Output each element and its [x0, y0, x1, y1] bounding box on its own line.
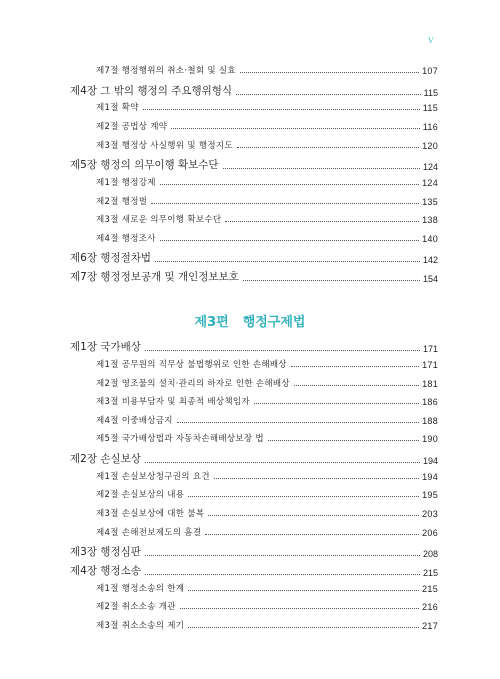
toc-entry-title: 제4절 이중배상금지 [96, 416, 173, 426]
toc-entry-title: 제1절 행정소송의 한계 [96, 584, 185, 594]
toc-page-number: 186 [422, 397, 438, 407]
dot-leader [291, 366, 419, 367]
toc-page-number: 135 [422, 197, 438, 207]
toc-page-number: 203 [422, 509, 438, 519]
dot-leader [155, 261, 420, 262]
toc-chapter-entry[interactable] [70, 563, 438, 578]
toc-section-entry[interactable] [96, 213, 438, 225]
toc-page-number: 195 [422, 490, 438, 500]
toc-section-entry[interactable] [96, 395, 438, 407]
toc-entry-title: 제1절 손실보상청구권의 요건 [96, 472, 210, 482]
toc-entry-title: 제4장 그 밖의 행정의 주요행위형식 [70, 85, 233, 97]
toc-page-number: 116 [422, 122, 438, 132]
dot-leader [151, 203, 419, 204]
toc-section-entry[interactable] [96, 488, 438, 500]
toc-entry-title: 제4장 행정소송 [70, 565, 141, 577]
dot-leader [188, 590, 419, 591]
toc-section-entry[interactable] [96, 232, 438, 244]
toc-entry-title: 제1절 공무원의 직무상 불법행위로 인한 손해배상 [96, 360, 287, 370]
toc-entry-title: 제1절 행정강제 [96, 178, 156, 188]
part-number: 제3편 [194, 315, 229, 330]
toc-chapter-entry[interactable] [70, 544, 438, 559]
toc-page-number: 215 [422, 584, 438, 594]
dot-leader [223, 168, 420, 169]
part-name: 행정구제법 [242, 315, 306, 330]
toc-page-number: 181 [422, 379, 438, 389]
toc-section-entry[interactable] [96, 414, 438, 426]
toc-page-number: 194 [422, 472, 438, 482]
toc-section-entry[interactable] [96, 526, 438, 538]
toc-section-entry[interactable] [96, 176, 438, 188]
dot-leader [145, 462, 420, 463]
dot-leader [214, 478, 419, 479]
toc-section-entry[interactable] [96, 507, 438, 519]
toc-page-number: 107 [422, 66, 438, 76]
toc-entry-title: 제7절 행정행위의 취소·철회 및 실효 [96, 66, 236, 76]
toc-entry-title: 제3절 취소소송의 제기 [96, 621, 185, 631]
dot-leader [205, 534, 419, 535]
toc-entry-title: 제7장 행정정보공개 및 개인정보보호 [70, 271, 239, 283]
toc-page-number: 190 [422, 434, 438, 444]
dot-leader [180, 608, 419, 609]
toc-page-number: 154 [422, 274, 438, 284]
toc-page-number: 138 [422, 215, 438, 225]
dot-leader [145, 350, 420, 351]
toc-entry-title: 제1절 확약 [96, 103, 139, 113]
dot-leader [145, 574, 420, 575]
toc-section-entry[interactable] [96, 139, 438, 151]
toc-page-number: 140 [422, 234, 438, 244]
toc-page-number: 206 [422, 528, 438, 538]
part-title [0, 311, 500, 330]
toc-page-number: 142 [422, 255, 438, 265]
toc-section-entry[interactable] [96, 120, 438, 132]
toc-entry-title: 제3절 손실보상에 대한 불복 [96, 509, 205, 519]
toc-section-entry[interactable] [96, 64, 438, 76]
toc-entry-title: 제5절 국가배상법과 자동차손해배상보장 법 [96, 434, 264, 444]
toc-page-number: 216 [422, 602, 438, 612]
toc-section-entry[interactable] [96, 600, 438, 612]
dot-leader [237, 147, 419, 148]
toc-page-number: 194 [422, 456, 438, 466]
dot-leader [268, 440, 419, 441]
dot-leader [225, 221, 419, 222]
toc-chapter-entry[interactable] [70, 339, 438, 354]
toc-chapter-entry[interactable] [70, 250, 438, 265]
toc-section-entry[interactable] [96, 377, 438, 389]
toc-page-number: 115 [422, 103, 438, 113]
toc-page-number: 215 [422, 568, 438, 578]
toc-page-number: 115 [423, 88, 438, 98]
toc-page-number: 188 [422, 416, 438, 426]
dot-leader [240, 72, 419, 73]
toc-page-number: 124 [422, 178, 438, 188]
dot-leader [188, 496, 419, 497]
toc-chapter-entry[interactable] [70, 83, 438, 98]
toc-page-number: 120 [422, 141, 438, 151]
dot-leader [177, 422, 419, 423]
toc-entry-title: 제6장 행정절차법 [70, 252, 152, 264]
toc-entry-title: 제4절 행정조사 [96, 234, 156, 244]
page-number: V [428, 36, 434, 45]
toc-section-entry[interactable] [96, 195, 438, 207]
toc-page-number: 171 [422, 344, 438, 354]
dot-leader [171, 128, 419, 129]
dot-leader [294, 385, 419, 386]
toc-entry-title: 제2절 공법상 계약 [96, 122, 168, 132]
toc-entry-title: 제3절 행정상 사실행위 및 행정지도 [96, 141, 233, 151]
toc-entry-title: 제3장 행정심판 [70, 546, 141, 558]
toc-entry-title: 제1장 국가배상 [70, 341, 141, 353]
dot-leader [143, 109, 420, 110]
toc-entry-title: 제4절 손해전보제도의 흠결 [96, 528, 202, 538]
toc-page-number: 208 [422, 549, 438, 559]
toc-entry-title: 제3절 비용부담자 및 최종적 배상책임자 [96, 397, 250, 407]
toc-section-entry[interactable] [96, 470, 438, 482]
toc-page-number: 124 [422, 162, 438, 172]
toc-section-entry[interactable] [96, 358, 438, 370]
dot-leader [188, 627, 419, 628]
toc-chapter-entry[interactable] [70, 157, 438, 172]
dot-leader [160, 240, 419, 241]
toc-chapter-entry[interactable] [70, 269, 438, 284]
toc-chapter-entry[interactable] [70, 451, 438, 466]
dot-leader [145, 555, 420, 556]
toc-entry-title: 제2절 행정벌 [96, 197, 148, 207]
dot-leader [236, 94, 421, 95]
toc-entry-title: 제3절 새로운 의무이행 확보수단 [96, 215, 222, 225]
toc-page-number: 217 [422, 621, 438, 631]
toc-section-entry[interactable] [96, 582, 438, 594]
toc-entry-title: 제2장 손실보상 [70, 453, 141, 465]
toc-section-entry[interactable] [96, 101, 438, 113]
toc-entry-title: 제2절 손실보상의 내용 [96, 490, 185, 500]
toc-entry-title: 제2절 영조물의 설치·관리의 하자로 인한 손해배상 [96, 379, 290, 389]
toc-page-number: 171 [422, 360, 438, 370]
dot-leader [208, 515, 419, 516]
dot-leader [160, 184, 419, 185]
toc-section-entry[interactable] [96, 619, 438, 631]
toc-section-entry[interactable] [96, 432, 438, 444]
dot-leader [254, 403, 419, 404]
toc-entry-title: 제5장 행정의 의무이행 확보수단 [70, 159, 219, 171]
dot-leader [243, 280, 420, 281]
toc-entry-title: 제2절 취소소송 개관 [96, 602, 176, 612]
